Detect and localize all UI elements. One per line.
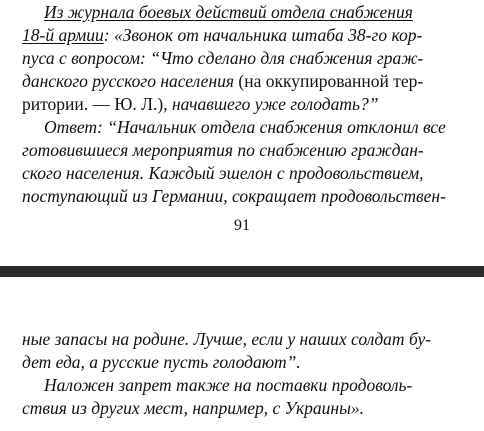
text-segment: : «Звонок от начальника штаба 38-го кор- <box>103 25 423 45</box>
text-segment: данского русского населения <box>22 71 235 91</box>
text-line: готовившиеся мероприятия по снабжению граждан- <box>22 140 424 160</box>
source-label: Из журнала боевых действий отдела снабжения <box>44 2 413 22</box>
text-line: Ответ: “Начальник отдела снабжения отклонил все <box>44 117 446 137</box>
text-line: дет еда, а русские пусть голодают”. <box>22 352 301 372</box>
text-line: поступающий из Германии, сокращает продовольствен- <box>22 186 446 206</box>
text-line <box>22 25 452 45</box>
text-line <box>22 71 452 91</box>
text-line <box>44 2 452 22</box>
text-line: пуса с вопросом: “Что сделано для снабжения граж- <box>22 48 424 68</box>
bottom-page <box>0 277 484 431</box>
page-number: 91 <box>234 217 250 234</box>
source-label-continued: 18-й армии <box>22 25 104 45</box>
text-line: Наложен запрет также на поставки продоволь- <box>44 375 413 395</box>
text-segment: (на оккупированной тер- <box>234 71 424 91</box>
text-line: ского населения. Каждый эшелон с продовольствием, <box>22 163 424 183</box>
text-line: ствия из других мест, например, с Украины». <box>22 398 365 418</box>
page-divider <box>0 266 484 277</box>
text-segment: , начавшего уже голодать?” <box>163 94 379 114</box>
text-line <box>22 94 452 114</box>
text-line: ные запасы на родине. Лучше, если у наших солдат бу- <box>22 329 432 349</box>
text-segment: ритории. — Ю. Л.) <box>22 94 164 114</box>
